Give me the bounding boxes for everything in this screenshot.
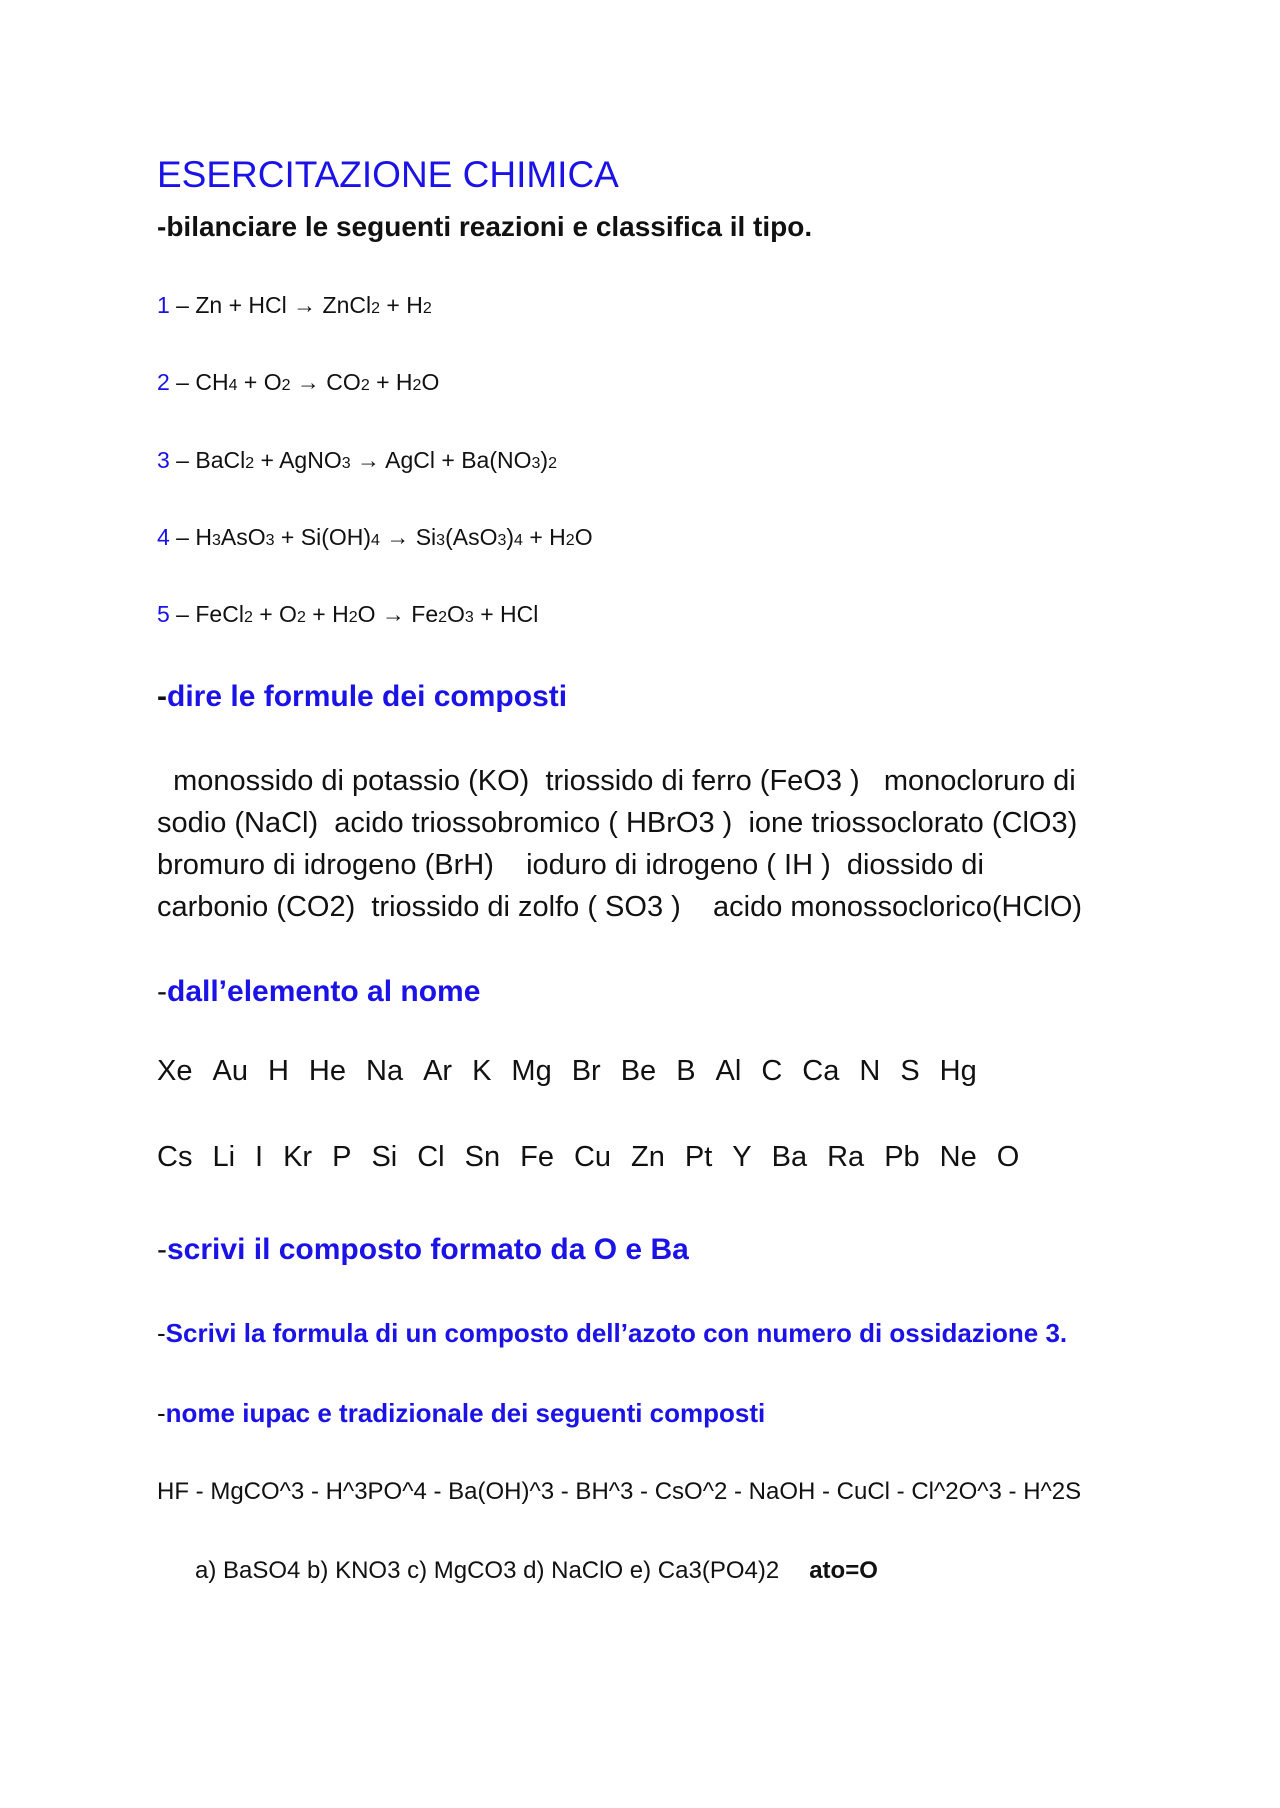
element-symbol: Ba (771, 1141, 808, 1173)
reaction-subscript: 2 (422, 300, 432, 317)
element-symbol: N (859, 1055, 881, 1087)
reaction-subscript: 3 (265, 532, 275, 549)
reaction-subscript: 2 (548, 455, 557, 472)
element-symbol: Ar (423, 1055, 453, 1087)
reaction-text: + O (237, 369, 282, 395)
section-azoto: -Scrivi la formula di un composto dell’azoto con numero di ossidazione 3. (157, 1318, 1068, 1348)
element-symbol: Hg (939, 1055, 977, 1087)
reaction-number: 2 (157, 369, 170, 395)
reaction-number: 3 (157, 447, 170, 473)
formule-line: carbonio (CO2) triossido di zolfo ( SO3 ) acido monossoclorico(HClO) (157, 891, 1083, 923)
reaction-text: O (447, 601, 465, 627)
reaction-text: + H (305, 601, 349, 627)
element-symbol: C (761, 1055, 783, 1087)
reaction-text: O (574, 524, 593, 550)
element-symbol: Br (571, 1055, 601, 1087)
element-symbol: Pb (884, 1141, 920, 1173)
reaction-text: → AgCl + Ba(NO (350, 447, 532, 473)
section-iupac: -nome iupac e tradizionale dei seguenti composti (157, 1398, 766, 1428)
reaction-text: → CO (290, 369, 361, 395)
element-symbol: Kr (283, 1141, 313, 1173)
reaction-separator: – (169, 369, 196, 395)
element-symbol: Li (212, 1141, 236, 1173)
reaction-subscript: 3 (497, 532, 507, 549)
elements-row-1 (157, 1055, 997, 1088)
element-symbol: H (267, 1055, 289, 1087)
elements-row-2 (157, 1141, 1039, 1174)
element-symbol: Cl (417, 1141, 445, 1173)
reaction-number: 5 (157, 601, 170, 627)
element-symbol: Na (366, 1055, 404, 1087)
reaction-line (157, 601, 538, 628)
element-symbol: Ne (939, 1141, 977, 1173)
reaction-separator: – (169, 292, 196, 318)
reaction-subscript: 3 (464, 609, 474, 626)
reaction-subscript: 2 (296, 609, 306, 626)
reaction-line (157, 524, 593, 551)
element-symbol: K (472, 1055, 492, 1087)
reaction-line (157, 369, 439, 396)
reaction-subscript: 2 (438, 609, 448, 626)
element-symbol: S (900, 1055, 920, 1087)
reaction-subscript: 4 (228, 377, 238, 394)
element-symbol: Ca (802, 1055, 840, 1087)
iupac-compounds: HF - MgCO^3 - H^3PO^4 - Ba(OH)^3 - BH^3 - CsO^2 - NaOH - CuCl - Cl^2O^3 - H^2S (157, 1478, 1082, 1505)
reaction-subscript: 4 (514, 532, 523, 549)
element-symbol: Sn (464, 1141, 501, 1173)
reaction-text: + Si(OH) (274, 524, 372, 550)
reaction-text: CH (195, 369, 229, 395)
compound-list-text: a) BaSO4 b) KNO3 c) MgCO3 d) NaClO e) Ca3(PO4)2 (195, 1557, 780, 1584)
reaction-number: 1 (157, 292, 170, 318)
formule-line: bromuro di idrogeno (BrH) ioduro di idrogeno ( IH ) diossido di (157, 849, 984, 881)
reaction-line (157, 447, 557, 474)
reaction-text: AsO (220, 524, 266, 550)
section-elemento: -dall’elemento al nome (157, 975, 481, 1008)
reaction-text: + H (380, 292, 423, 318)
reaction-text: Zn + HCl → ZnCl (195, 292, 372, 318)
reaction-subscript: 2 (412, 377, 422, 394)
compound-list (195, 1557, 878, 1585)
section-composto: -scrivi il composto formato da O e Ba (157, 1233, 689, 1266)
reaction-subscript: 2 (565, 532, 575, 549)
element-symbol: Ra (827, 1141, 865, 1173)
page-title: ESERCITAZIONE CHIMICA (157, 154, 619, 195)
reaction-text: H (195, 524, 212, 550)
formule-line: monossido di potassio (KO) triossido di ferro (FeO3 ) monocloruro di (157, 765, 1076, 797)
element-symbol: Be (620, 1055, 657, 1087)
compound-list-note: ato=O (809, 1557, 878, 1584)
reaction-subscript: 3 (341, 455, 351, 472)
reaction-text: + HCl (473, 601, 539, 627)
element-symbol: Mg (511, 1055, 552, 1087)
element-symbol: Al (715, 1055, 742, 1087)
reaction-subscript: 3 (531, 455, 541, 472)
subtitle: -bilanciare le seguenti reazioni e classifica il tipo. (157, 211, 813, 242)
reaction-subscript: 2 (243, 609, 253, 626)
reaction-subscript: 3 (436, 532, 446, 549)
element-symbol: Cs (157, 1141, 193, 1173)
element-symbol: P (332, 1141, 352, 1173)
reaction-subscript: 2 (245, 455, 255, 472)
reaction-separator: – (169, 524, 196, 550)
element-symbol: Pt (684, 1141, 713, 1173)
element-symbol: Fe (520, 1141, 554, 1173)
reaction-text: BaCl (195, 447, 246, 473)
section-formule: -dire le formule dei composti (157, 680, 568, 713)
reaction-text: FeCl (195, 601, 244, 627)
reaction-separator: – (169, 447, 196, 473)
reaction-text: O (421, 369, 440, 395)
reaction-subscript: 3 (212, 532, 221, 549)
reaction-separator: – (169, 601, 196, 627)
reaction-text: ) (540, 447, 549, 473)
reaction-subscript: 2 (348, 609, 358, 626)
element-symbol: I (255, 1141, 264, 1173)
element-symbol: Zn (631, 1141, 665, 1173)
element-symbol: Si (371, 1141, 398, 1173)
reaction-subscript: 2 (371, 300, 381, 317)
element-symbol: Au (212, 1055, 248, 1087)
reaction-text: + O (252, 601, 297, 627)
reaction-subscript: 4 (371, 532, 380, 549)
reaction-text: + H (522, 524, 566, 550)
reaction-text: + H (369, 369, 413, 395)
element-symbol: Xe (157, 1055, 193, 1087)
formule-line: sodio (NaCl) acido triossobromico ( HBrO3 ) ione triossoclorato (ClO3) (157, 807, 1078, 839)
reaction-text: → Si (379, 524, 437, 550)
element-symbol: Y (732, 1141, 752, 1173)
reaction-number: 4 (157, 524, 170, 550)
reaction-text: O → Fe (357, 601, 439, 627)
element-symbol: O (996, 1141, 1020, 1173)
reaction-text: ) (506, 524, 515, 550)
reaction-text: (AsO (445, 524, 498, 550)
formule-paragraph (157, 760, 1147, 928)
element-symbol: He (308, 1055, 346, 1087)
reaction-subscript: 2 (360, 377, 370, 394)
reaction-text: + AgNO (254, 447, 342, 473)
element-symbol: Cu (573, 1141, 612, 1173)
reaction-line (157, 292, 432, 319)
element-symbol: B (676, 1055, 696, 1087)
reaction-subscript: 2 (281, 377, 291, 394)
